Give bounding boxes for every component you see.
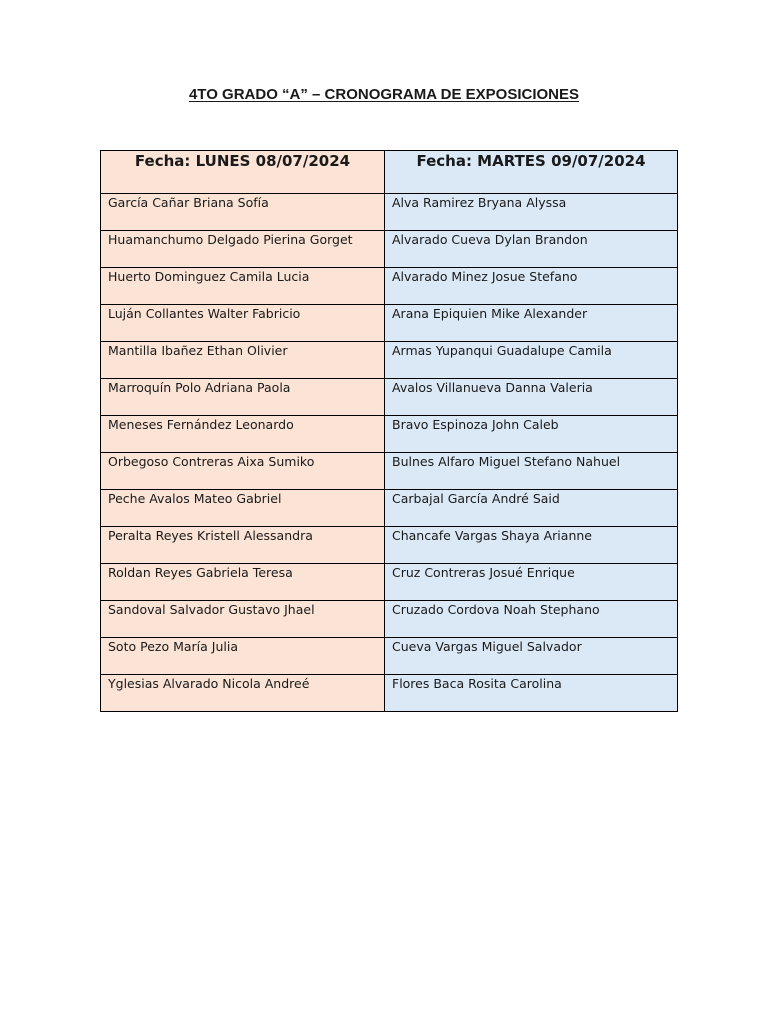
tuesday-student-cell <box>385 527 678 564</box>
monday-student-name: Roldan Reyes Gabriela Teresa <box>108 565 293 580</box>
monday-student-cell <box>101 268 385 305</box>
monday-student-name: Sandoval Salvador Gustavo Jhael <box>108 602 315 617</box>
table-row <box>101 379 678 416</box>
monday-student-cell <box>101 638 385 675</box>
tuesday-student-name: Arana Epiquien Mike Alexander <box>392 306 588 321</box>
monday-student-name: Mantilla Ibañez Ethan Olivier <box>108 343 288 358</box>
monday-student-cell <box>101 527 385 564</box>
table-row <box>101 231 678 268</box>
monday-student-name: Marroquín Polo Adriana Paola <box>108 380 291 395</box>
monday-student-cell <box>101 601 385 638</box>
tuesday-student-name: Cueva Vargas Miguel Salvador <box>392 639 582 654</box>
table-row <box>101 342 678 379</box>
tuesday-student-name: Alva Ramirez Bryana Alyssa <box>392 195 567 210</box>
monday-student-cell <box>101 453 385 490</box>
table-row <box>101 416 678 453</box>
monday-student-cell <box>101 194 385 231</box>
table-row <box>101 527 678 564</box>
header-tuesday-label: Fecha: MARTES 09/07/2024 <box>416 152 646 170</box>
tuesday-student-name: Cruzado Cordova Noah Stephano <box>392 602 600 617</box>
monday-student-cell <box>101 231 385 268</box>
tuesday-student-name: Bravo Espinoza John Caleb <box>392 417 559 432</box>
monday-student-name: Huamanchumo Delgado Pierina Gorget <box>108 232 353 247</box>
monday-student-cell <box>101 416 385 453</box>
table-row <box>101 194 678 231</box>
monday-student-cell <box>101 379 385 416</box>
tuesday-student-name: Chancafe Vargas Shaya Arianne <box>392 528 592 543</box>
tuesday-student-cell <box>385 305 678 342</box>
tuesday-student-cell <box>385 342 678 379</box>
tuesday-student-cell <box>385 490 678 527</box>
tuesday-student-name: Alvarado Cueva Dylan Brandon <box>392 232 588 247</box>
tuesday-student-cell <box>385 675 678 712</box>
monday-student-cell <box>101 305 385 342</box>
tuesday-student-cell <box>385 268 678 305</box>
tuesday-student-cell <box>385 194 678 231</box>
monday-student-name: García Cañar Briana Sofía <box>108 195 269 210</box>
header-monday <box>101 151 385 194</box>
tuesday-student-cell <box>385 453 678 490</box>
header-row <box>101 151 678 194</box>
tuesday-student-name: Alvarado Minez Josue Stefano <box>392 269 578 284</box>
tuesday-student-name: Avalos Villanueva Danna Valeria <box>392 380 593 395</box>
monday-student-cell <box>101 675 385 712</box>
header-monday-label: Fecha: LUNES 08/07/2024 <box>134 152 351 170</box>
monday-student-name: Soto Pezo María Julia <box>108 639 238 654</box>
tuesday-student-cell <box>385 638 678 675</box>
tuesday-student-cell <box>385 379 678 416</box>
monday-student-name: Meneses Fernández Leonardo <box>108 417 294 432</box>
monday-student-name: Luján Collantes Walter Fabricio <box>108 306 301 321</box>
monday-student-name: Peralta Reyes Kristell Alessandra <box>108 528 313 543</box>
table-row <box>101 453 678 490</box>
tuesday-student-cell <box>385 564 678 601</box>
header-tuesday <box>385 151 678 194</box>
monday-student-name: Peche Avalos Mateo Gabriel <box>108 491 282 506</box>
monday-student-name: Huerto Dominguez Camila Lucia <box>108 269 310 284</box>
tuesday-student-name: Cruz Contreras Josué Enrique <box>392 565 575 580</box>
table-row <box>101 675 678 712</box>
monday-student-cell <box>101 342 385 379</box>
table-row <box>101 268 678 305</box>
tuesday-student-name: Carbajal García André Said <box>392 491 560 506</box>
tuesday-student-name: Bulnes Alfaro Miguel Stefano Nahuel <box>392 454 621 469</box>
monday-student-cell <box>101 564 385 601</box>
tuesday-student-name: Flores Baca Rosita Carolina <box>392 676 562 691</box>
monday-student-name: Yglesias Alvarado Nicola Andreé <box>108 676 310 691</box>
tuesday-student-cell <box>385 601 678 638</box>
table-row <box>101 601 678 638</box>
schedule-table <box>100 150 678 712</box>
tuesday-student-cell <box>385 416 678 453</box>
monday-student-name: Orbegoso Contreras Aixa Sumiko <box>108 454 315 469</box>
monday-student-cell <box>101 490 385 527</box>
table-row <box>101 490 678 527</box>
tuesday-student-name: Armas Yupanqui Guadalupe Camila <box>392 343 612 358</box>
page-title: 4TO GRADO “A” – CRONOGRAMA DE EXPOSICIONES <box>188 86 580 103</box>
tuesday-student-cell <box>385 231 678 268</box>
table-row <box>101 305 678 342</box>
table-row <box>101 638 678 675</box>
table-row <box>101 564 678 601</box>
